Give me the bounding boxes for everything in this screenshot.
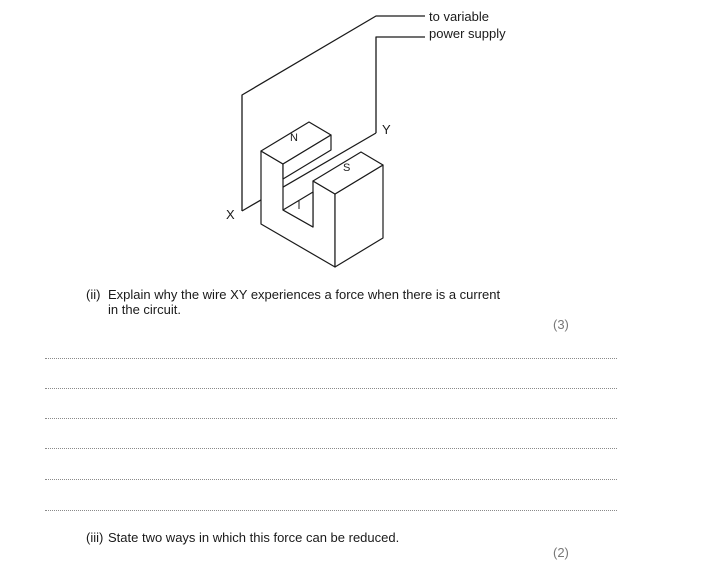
question-ii xyxy=(86,287,500,317)
question-ii-text-line2: in the circuit. xyxy=(108,302,181,317)
answer-line[interactable] xyxy=(45,358,617,359)
answer-line[interactable] xyxy=(45,448,617,449)
question-iii-number: (iii) xyxy=(86,530,104,545)
answer-line[interactable] xyxy=(45,479,617,480)
question-ii-marks: (3) xyxy=(553,317,569,332)
label-y: Y xyxy=(382,122,391,137)
u-magnet xyxy=(261,122,383,267)
supply-label-line2: power supply xyxy=(429,26,506,41)
question-ii-number: (ii) xyxy=(86,287,101,302)
label-x: X xyxy=(226,207,235,222)
answer-line[interactable] xyxy=(45,510,617,511)
question-iii xyxy=(86,530,399,545)
label-n: N xyxy=(290,132,298,144)
question-iii-text: State two ways in which this force can be reduced. xyxy=(108,530,400,545)
answer-line[interactable] xyxy=(45,388,617,389)
question-iii-marks: (2) xyxy=(553,545,569,560)
label-s: S xyxy=(343,162,351,174)
wire-lead-return xyxy=(376,37,425,133)
question-ii-text-line1: Explain why the wire XY experiences a force when there is a current xyxy=(108,287,501,302)
answer-line[interactable] xyxy=(45,418,617,419)
supply-label-line1: to variable xyxy=(429,9,489,24)
